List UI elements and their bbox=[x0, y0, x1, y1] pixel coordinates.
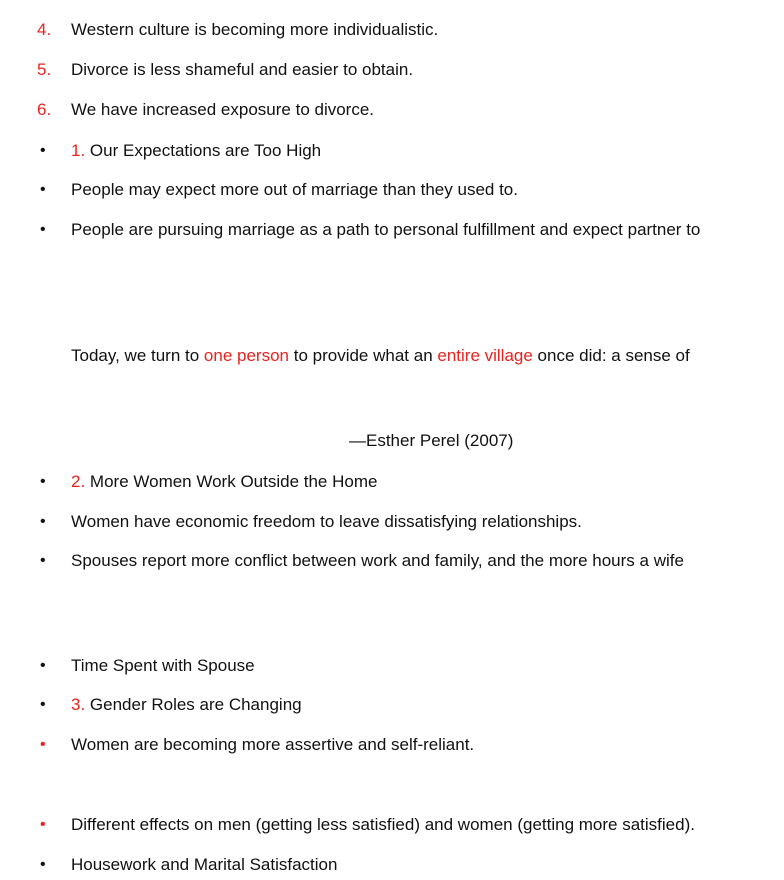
bullet-text: Different effects on men (getting less satisfied) and women (getting more satisfied). bbox=[71, 815, 695, 834]
bullet-text: People are pursuing marriage as a path to personal fulfillment and expect partner to bbox=[71, 220, 701, 239]
quote-text bbox=[71, 345, 690, 367]
item-number: 4. bbox=[37, 20, 52, 39]
quote-part: Today, we turn to bbox=[71, 346, 204, 365]
bullet-text bbox=[71, 694, 302, 716]
item-number: 6. bbox=[37, 100, 52, 119]
bullet-icon: • bbox=[40, 816, 46, 833]
bullet-icon: • bbox=[40, 657, 46, 674]
bullet-icon: • bbox=[40, 552, 46, 569]
bullet-icon: • bbox=[40, 221, 46, 238]
quote-part: to provide what an bbox=[289, 346, 438, 365]
bullet-icon: • bbox=[40, 473, 46, 490]
bullet-icon: • bbox=[40, 513, 46, 530]
section-heading: More Women Work Outside the Home bbox=[89, 472, 378, 491]
section-heading: Gender Roles are Changing bbox=[89, 695, 302, 714]
bullet-icon: • bbox=[40, 181, 46, 198]
section-number: 3. bbox=[71, 695, 86, 714]
bullet-icon: • bbox=[40, 696, 46, 713]
item-number: 5. bbox=[37, 60, 52, 79]
quote-highlight: one person bbox=[203, 346, 289, 365]
bullet-icon: • bbox=[40, 736, 46, 753]
quote-highlight: entire village bbox=[437, 346, 533, 365]
bullet-icon: • bbox=[40, 856, 46, 873]
item-text: Western culture is becoming more individualistic. bbox=[71, 20, 439, 39]
bullet-text: People may expect more out of marriage than they used to. bbox=[71, 180, 518, 199]
section-heading: Our Expectations are Too High bbox=[89, 141, 322, 160]
bullet-text: Women have economic freedom to leave dissatisfying relationships. bbox=[71, 512, 582, 531]
item-text: We have increased exposure to divorce. bbox=[71, 100, 375, 119]
bullet-text: Time Spent with Spouse bbox=[71, 656, 255, 675]
bullet-icon: • bbox=[40, 142, 46, 159]
section-number: 2. bbox=[71, 472, 86, 491]
section-number: 1. bbox=[71, 141, 86, 160]
bullet-text: Housework and Marital Satisfaction bbox=[71, 855, 338, 874]
bullet-text: Women are becoming more assertive and self-reliant. bbox=[71, 735, 475, 754]
item-text: Divorce is less shameful and easier to obtain. bbox=[71, 60, 414, 79]
bullet-text: Spouses report more conflict between work and family, and the more hours a wife bbox=[71, 551, 684, 570]
quote-attribution: —Esther Perel (2007) bbox=[349, 431, 514, 450]
bullet-text bbox=[71, 140, 321, 162]
bullet-text bbox=[71, 471, 377, 493]
quote-part: once did: a sense of bbox=[532, 346, 690, 365]
